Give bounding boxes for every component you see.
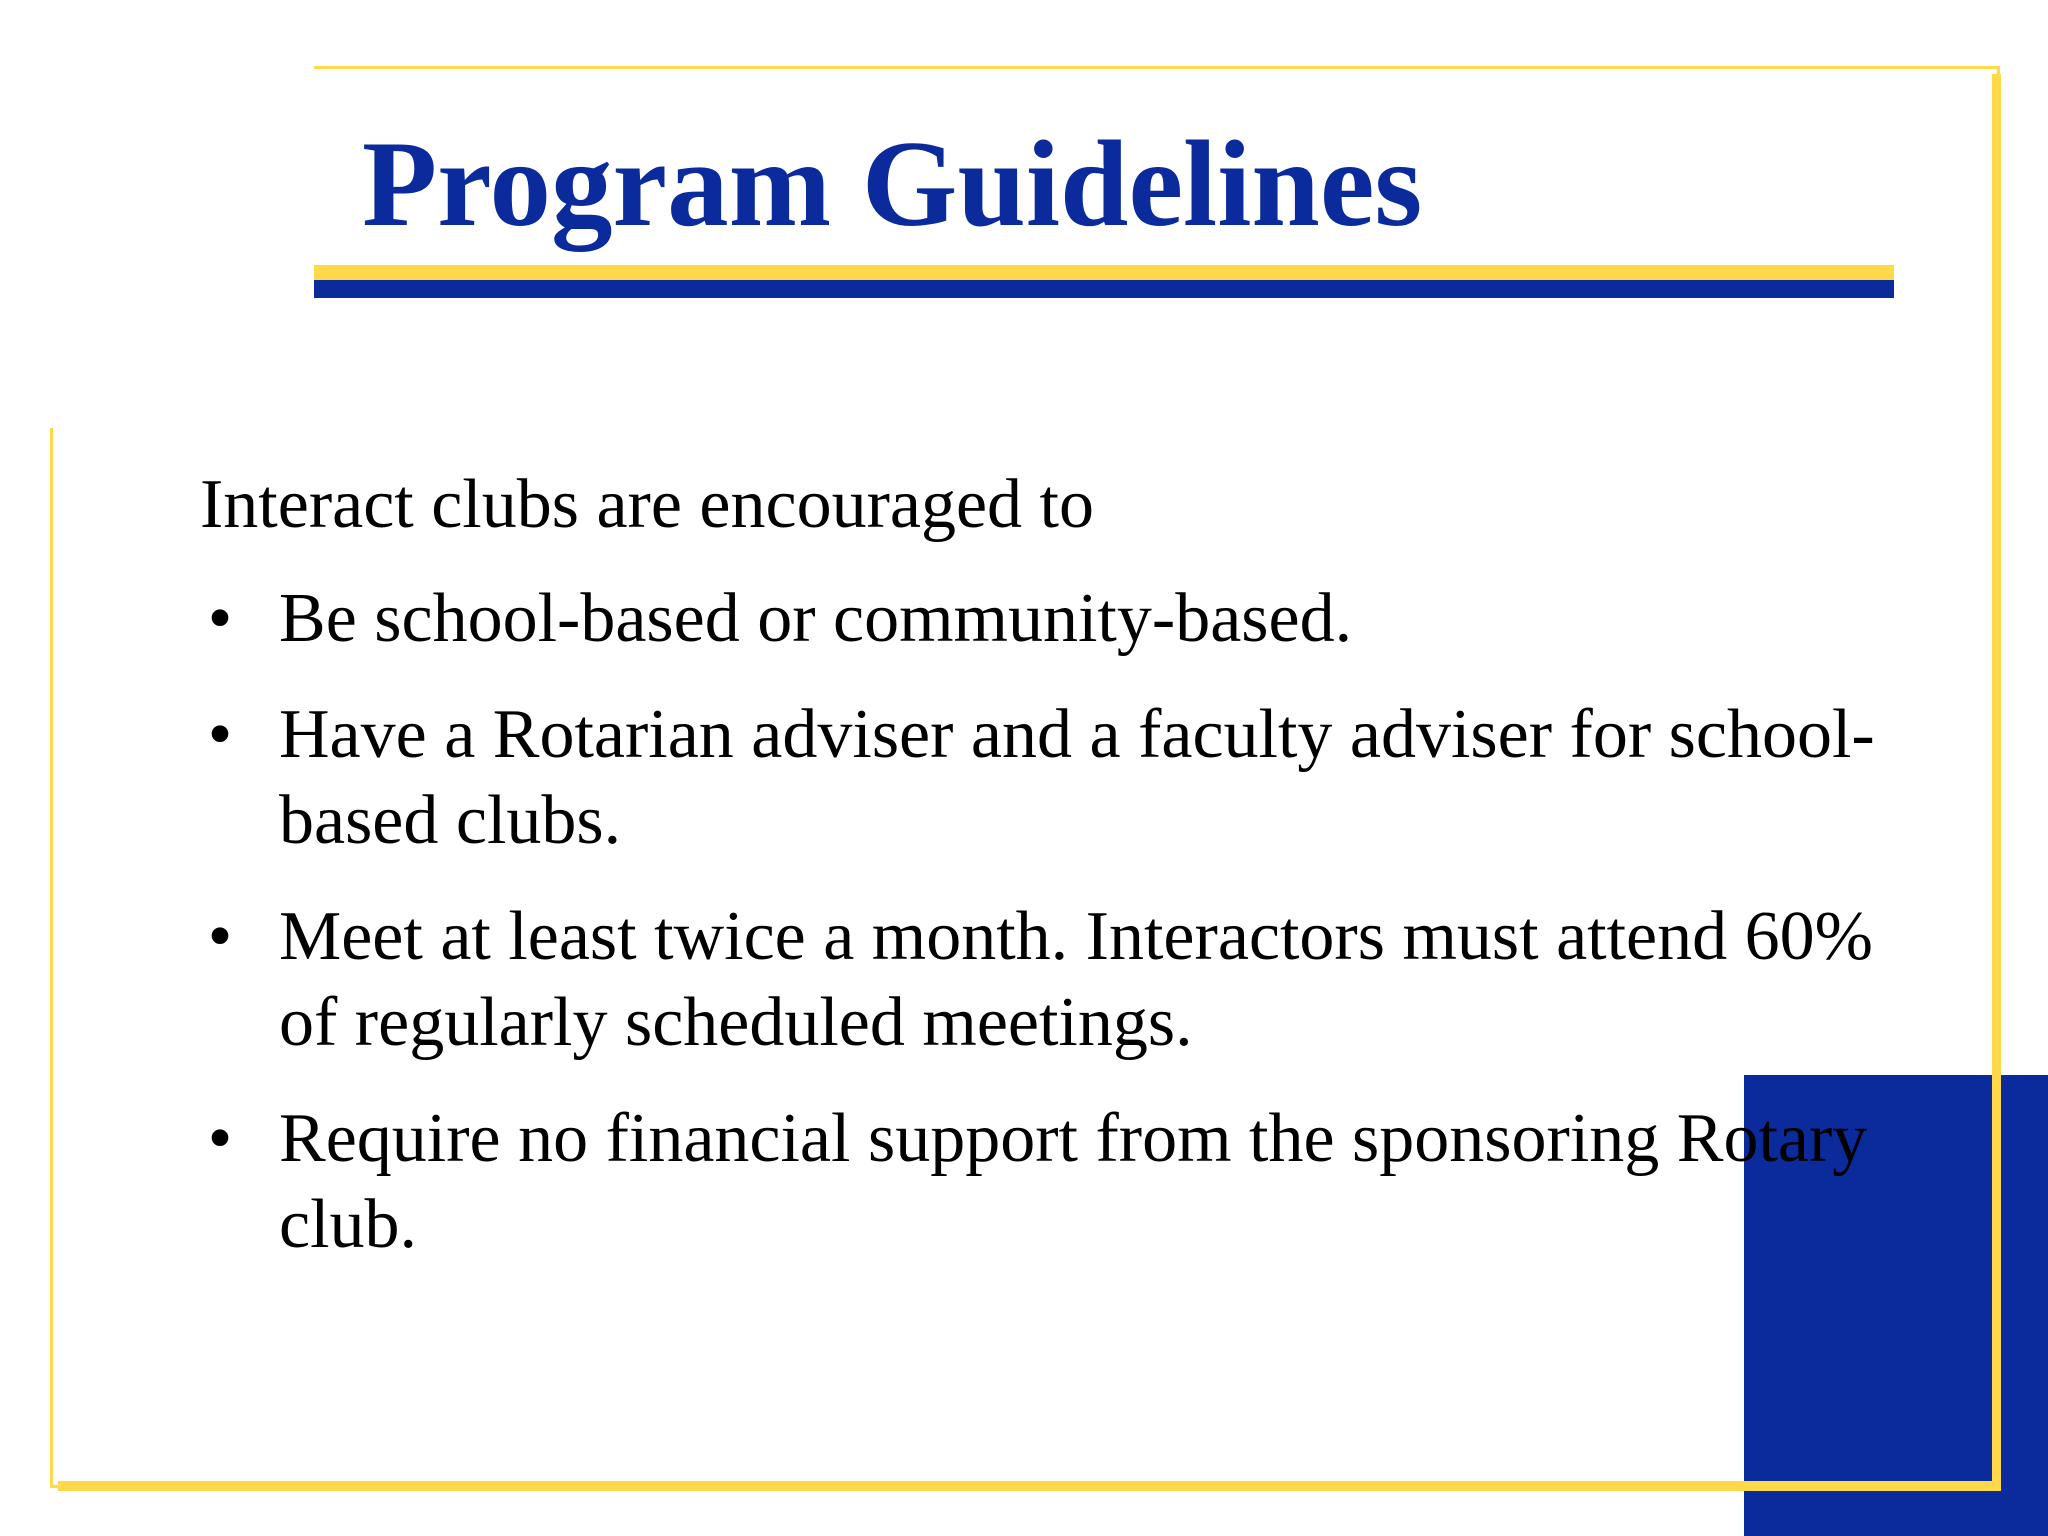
guideline-text: Meet at least twice a month. Interactors must attend 60% of regularly scheduled meetings. — [279, 898, 1873, 1061]
frame-left-border — [50, 428, 53, 1488]
frame-bottom-border — [58, 1481, 2001, 1491]
guideline-item — [200, 576, 1940, 662]
bullet-icon: • — [207, 898, 233, 975]
guideline-text: Have a Rotarian adviser and a faculty adviser for school-based clubs. — [279, 696, 1875, 859]
guideline-list — [200, 576, 1940, 1268]
bullet-icon: • — [207, 1100, 233, 1177]
guideline-item — [200, 894, 1940, 1066]
frame-right-border — [1992, 74, 2001, 1490]
bullet-icon: • — [207, 696, 233, 773]
slide-title: Program Guidelines — [362, 115, 1423, 252]
guideline-item — [200, 692, 1940, 864]
guideline-text: Be school-based or community-based. — [279, 580, 1353, 657]
slide-body — [200, 462, 1940, 1298]
intro-text: Interact clubs are encouraged to — [200, 466, 1094, 543]
guideline-text: Require no financial support from the sponsoring Rotary club. — [279, 1100, 1868, 1263]
title-underline-blue — [314, 280, 1894, 298]
frame-top-border — [314, 66, 1998, 69]
bullet-icon: • — [207, 580, 233, 657]
guideline-item — [200, 1096, 1940, 1268]
title-underline-yellow — [314, 265, 1894, 280]
